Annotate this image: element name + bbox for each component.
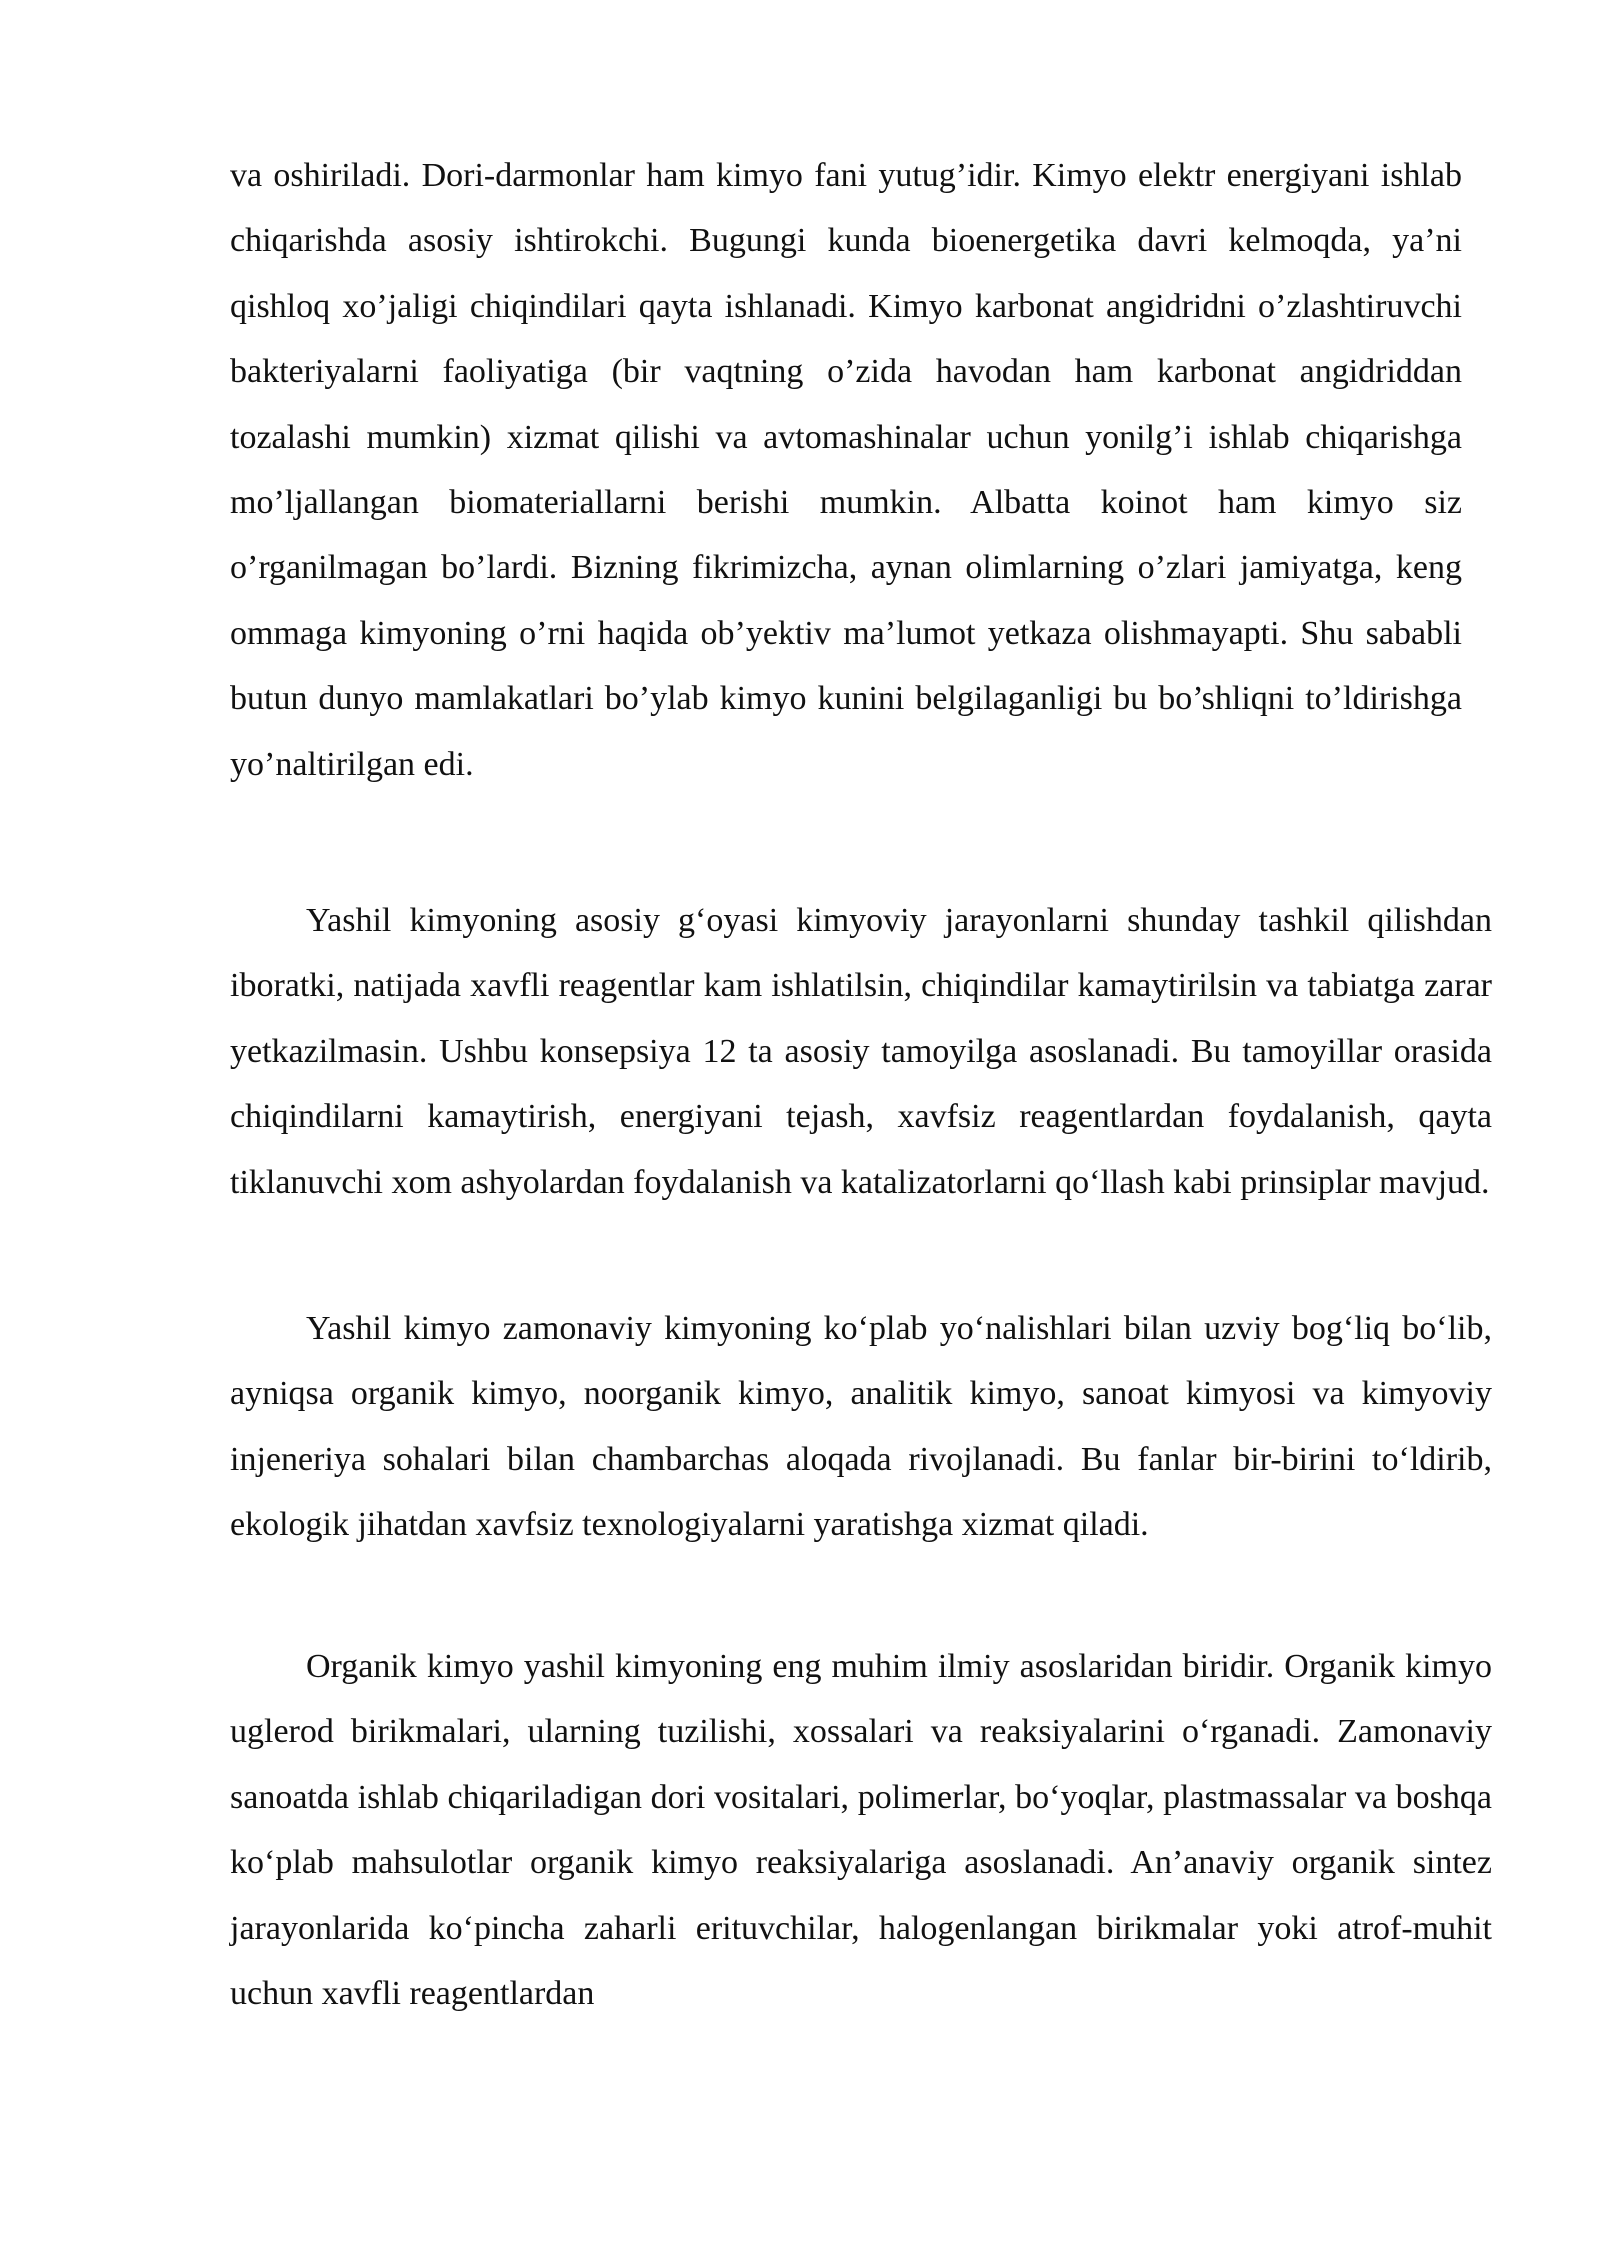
paragraph-4: Organik kimyo yashil kimyoning eng muhim ilmiy asoslaridan biridir. Organik kimyo uglerod birikmalari, ularning tuzilishi, xossalari va reaksiyalarini o‘rganadi. Zamonaviy sanoatda ishlab chiqariladigan dori vositalari, polimerlar, bo‘yoqlar, plastmassalar va boshqa ko‘plab mahsulotlar organik kimyo reaksiyalariga asoslanadi. An’anaviy organik sintez jarayonlarida ko‘pincha zaharli erituvchilar, halogenlangan birikmalar yoki atrof-muhit uchun xavfli reagentlardan (230, 1648, 1492, 2013)
paragraph-3: Yashil kimyo zamonaviy kimyoning ko‘plab yo‘nalishlari bilan uzviy bog‘liq bo‘lib, ayniqsa organik kimyo, noorganik kimyo, analitik kimyo, sanoat kimyosi va kimyoviy injeneriya sohalari bilan chambarchas aloqada rivojlanadi. Bu fanlar bir-birini to‘ldirib, ekologik jihatdan xavfsiz texnologiyalarni yaratishga xizmat qiladi. (230, 1310, 1492, 1544)
paragraph-2: Yashil kimyoning asosiy g‘oyasi kimyoviy jarayonlarni shunday tashkil qilishdan iboratki, natijada xavfli reagentlar kam ishlatilsin, chiqindilar kamaytirilsin va tabiatga zarar yetkazilmasin. Ushbu konsepsiya 12 ta asosiy tamoyilga asoslanadi. Bu tamoyillar orasida chiqindilarni kamaytirish, energiyani tejash, xavfsiz reagentlardan foydalanish, qayta tiklanuvchi xom ashyolardan foydalanish va katalizatorlarni qo‘llash kabi prinsiplar mavjud. (230, 902, 1492, 1201)
paragraph-1: va oshiriladi. Dori-darmonlar ham kimyo fani yutug’idir. Kimyo elektr energiyani ishlab chiqarishda asosiy ishtirokchi. Bugungi kunda bioenergetika davri kelmoqda, ya’ni qishloq xo’jaligi chiqindilari qayta ishlanadi. Kimyo karbonat angidridni o’zlashtiruvchi bakteriyalarni faoliyatiga (bir vaqtning o’zida havodan ham karbonat angidriddan tozalashi mumkin) xizmat qilishi va avtomashinalar uchun yonilg’i ishlab chiqarishga mo’ljallangan biomateriallarni berishi mumkin. Albatta koinot ham kimyo siz o’rganilmagan bo’lardi. Bizning fikrimizcha, aynan olimlarning o’zlari jamiyatga, keng ommaga kimyoning o’rni haqida ob’yektiv ma’lumot yetkaza olishmayapti. Shu sababli butun dunyo mamlakatlari bo’ylab kimyo kunini belgilaganligi bu bo’shliqni to’ldirishga yo’naltirilgan edi. (230, 157, 1462, 783)
